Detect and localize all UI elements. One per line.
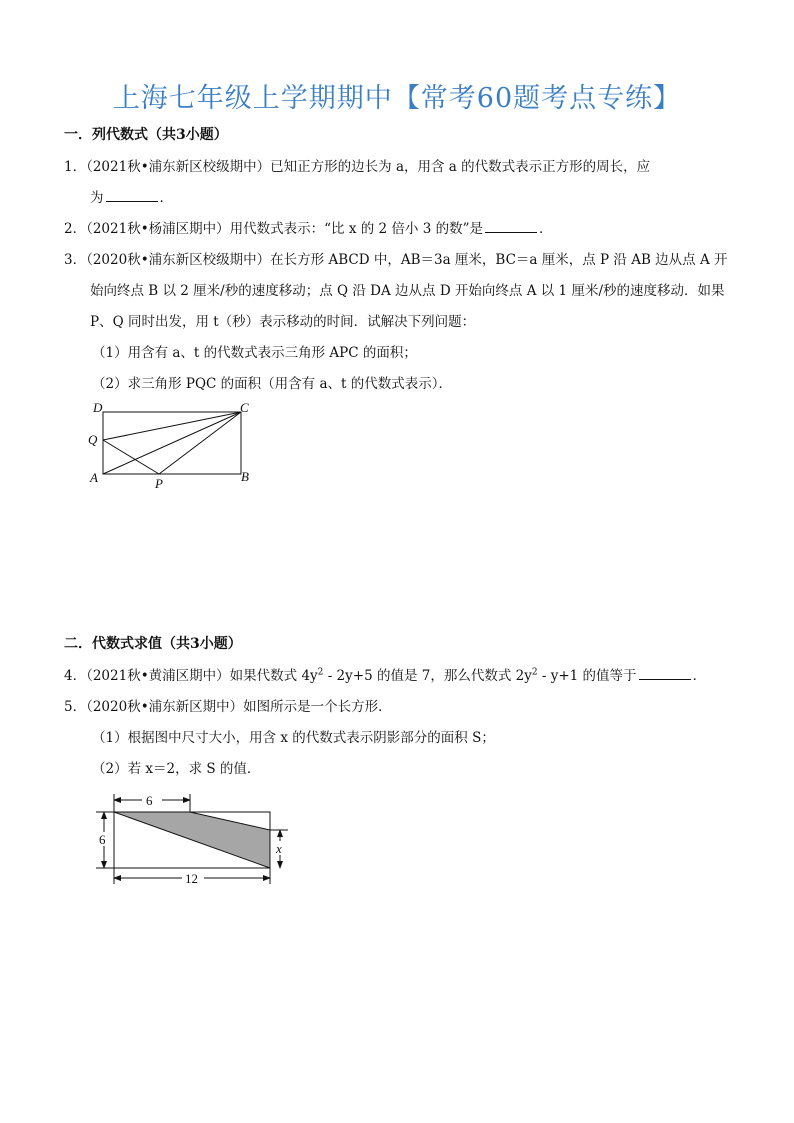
shaded-region xyxy=(114,812,270,868)
question-3-sub-1: （1）用含有 a、t 的代数式表示三角形 APC 的面积； xyxy=(92,345,417,361)
label-b: B xyxy=(241,469,249,484)
question-3-line-2: 始向终点 B 以 2 厘米/秒的速度移动；点 Q 沿 DA 边从点 D 开始向终点 A 以 1 厘米/秒的速度移动．如果 xyxy=(90,283,725,299)
question-2: 2．（2021秋•杨浦区期中）用代数式表示：“比 x 的 2 倍小 3 的数”是 ． xyxy=(64,221,553,237)
label-d: D xyxy=(93,400,103,415)
label-top-length: 6 xyxy=(146,793,153,808)
page-title: 上海七年级上学期期中【常考60题考点专练】 xyxy=(112,83,682,114)
question-4: 4．（2021秋•黄浦区期中）如果代数式 $4y^2 - 2y+5$ 的值是 7，那么代数式 $2y^2 - y+1$ 的值等于 ． xyxy=(64,667,707,684)
question-5-sub-2: （2）若 x＝2，求 S 的值． xyxy=(92,761,261,777)
section-heading-1: 一．列代数式（共3小题） xyxy=(64,127,228,143)
label-left-length: 6 xyxy=(99,832,106,847)
question-3-sub-2: （2）求三角形 PQC 的面积（用含有 a、t 的代数式表示）． xyxy=(92,376,452,392)
shaded-rectangle-figure xyxy=(92,790,292,895)
segment-qc xyxy=(103,412,241,440)
label-c: C xyxy=(240,400,249,415)
answer-blank xyxy=(106,189,158,202)
label-p: P xyxy=(155,476,163,491)
answer-blank xyxy=(639,667,691,680)
question-5-sub-1: （1）根据图中尺寸大小，用含 x 的代数式表示阴影部分的面积 S； xyxy=(92,730,495,746)
question-5-line-1: 5．（2020秋•浦东新区期中）如图所示是一个长方形． xyxy=(64,699,392,715)
label-q: Q xyxy=(88,432,98,447)
label-right-length: x xyxy=(276,841,282,856)
label-bottom-length: 12 xyxy=(185,871,198,886)
question-3-line-1: 3．（2020秋•浦东新区校级期中）在长方形 ABCD 中，AB＝3a 厘米，BC＝a 厘米，点 P 沿 AB 边从点 A 开 xyxy=(64,252,728,268)
question-3-line-3: P、Q 同时出发，用 t（秒）表示移动的时间．试解决下列问题： xyxy=(90,314,476,330)
answer-blank xyxy=(485,220,537,233)
question-1-line-2: 为 ． xyxy=(90,190,173,206)
section-heading-2: 二．代数式求值（共3小题） xyxy=(64,636,242,652)
segment-qp xyxy=(103,440,159,474)
label-a: A xyxy=(90,470,98,485)
rectangle-abcd-figure xyxy=(84,398,264,493)
question-1-line-1: 1．（2021秋•浦东新区校级期中）已知正方形的边长为 a，用含 a 的代数式表示正方形的周长，应 xyxy=(64,159,651,175)
